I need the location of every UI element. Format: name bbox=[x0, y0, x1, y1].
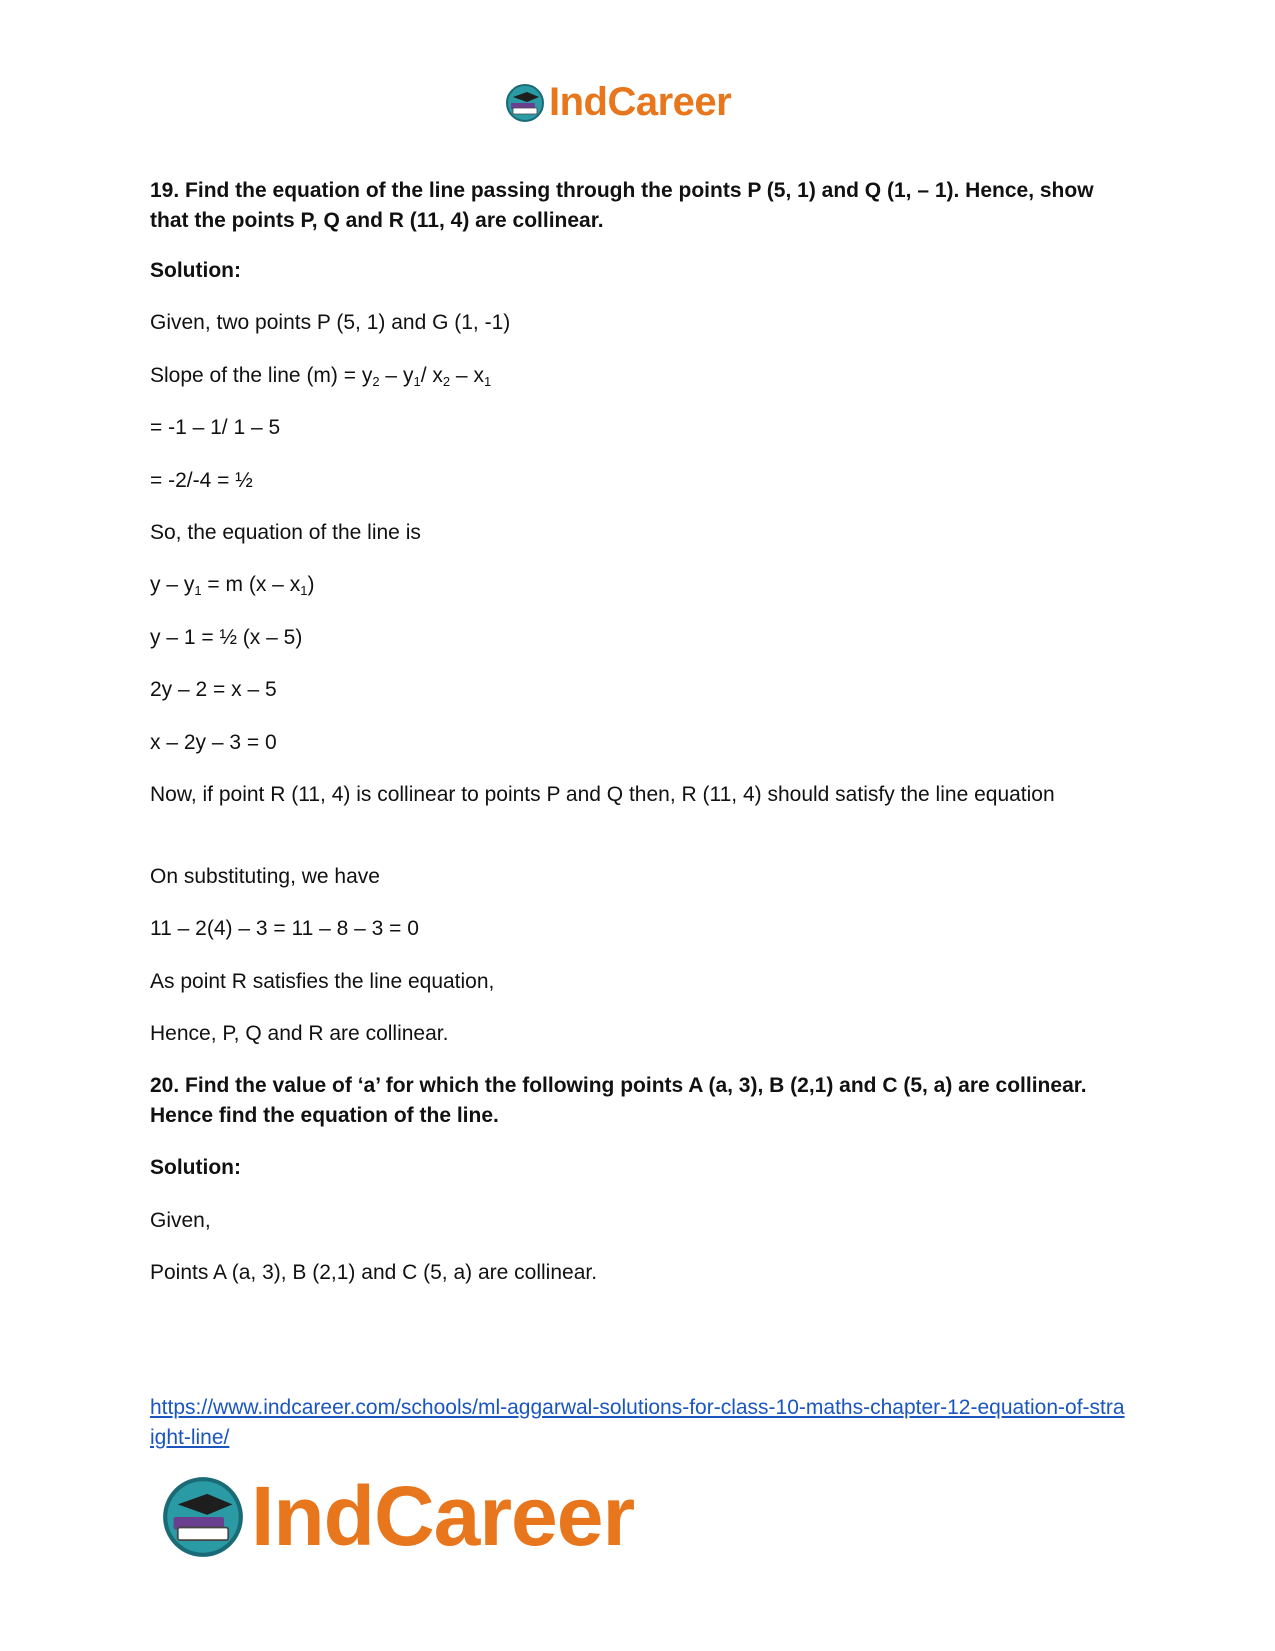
source-link[interactable]: https://www.indcareer.com/schools/ml-aggarwal-solutions-for-class-10-maths-chapter-12-equation-of-straight-line/ bbox=[150, 1396, 1125, 1449]
slope-step-1: = -1 – 1/ 1 – 5 bbox=[150, 416, 281, 439]
equation-line-1: y – 1 = ½ (x – 5) bbox=[150, 626, 303, 649]
book-globe-icon bbox=[161, 1475, 245, 1559]
question-20: 20. Find the value of ‘a’ for which the following points A (a, 3), B (2,1) and C (5, a) are collinear. Hence find the equation of the line. bbox=[150, 1074, 1087, 1127]
solution-label-19: Solution: bbox=[150, 259, 241, 282]
given-20: Given, bbox=[150, 1209, 211, 1232]
conclusion-19: Hence, P, Q and R are collinear. bbox=[150, 1022, 449, 1045]
substitution-intro: On substituting, we have bbox=[150, 865, 380, 888]
slope-step-2: = -2/-4 = ½ bbox=[150, 469, 253, 492]
point-slope-form: $y - y_1 = m$ $(x - x_1)$ bbox=[150, 573, 315, 598]
satisfies-text: As point R satisfies the line equation, bbox=[150, 970, 495, 993]
question-19: 19. Find the equation of the line passing through the points P (5, 1) and Q (1, – 1). Hence, show that the points P, Q and R (11, 4) are collinear. bbox=[150, 179, 1094, 232]
equation-intro: So, the equation of the line is bbox=[150, 521, 421, 544]
substitution-calc: 11 – 2(4) – 3 = 11 – 8 – 3 = 0 bbox=[150, 917, 419, 940]
logo-wordmark: IndCareer bbox=[549, 80, 732, 124]
indcareer-logo-bottom bbox=[161, 1468, 634, 1565]
equation-line-3: x – 2y – 3 = 0 bbox=[150, 731, 277, 754]
logo-wordmark: IndCareer bbox=[251, 1469, 635, 1563]
slope-formula: Slope of the line $(m) = y_2 - y_1/$ $x_2 - x_1$ bbox=[150, 364, 492, 389]
solution-label-20: Solution: bbox=[150, 1156, 241, 1179]
given-19: Given, two points P (5, 1) and G (1, -1) bbox=[150, 311, 511, 334]
points-20: Points A (a, 3), B (2,1) and C (5, a) are collinear. bbox=[150, 1261, 598, 1284]
collinear-condition: Now, if point R (11, 4) is collinear to points P and Q then, R (11, 4) should satisfy the line equation bbox=[150, 783, 1055, 806]
equation-line-2: 2y – 2 = x – 5 bbox=[150, 678, 277, 701]
book-globe-icon bbox=[505, 83, 545, 123]
indcareer-logo-top bbox=[505, 80, 731, 125]
